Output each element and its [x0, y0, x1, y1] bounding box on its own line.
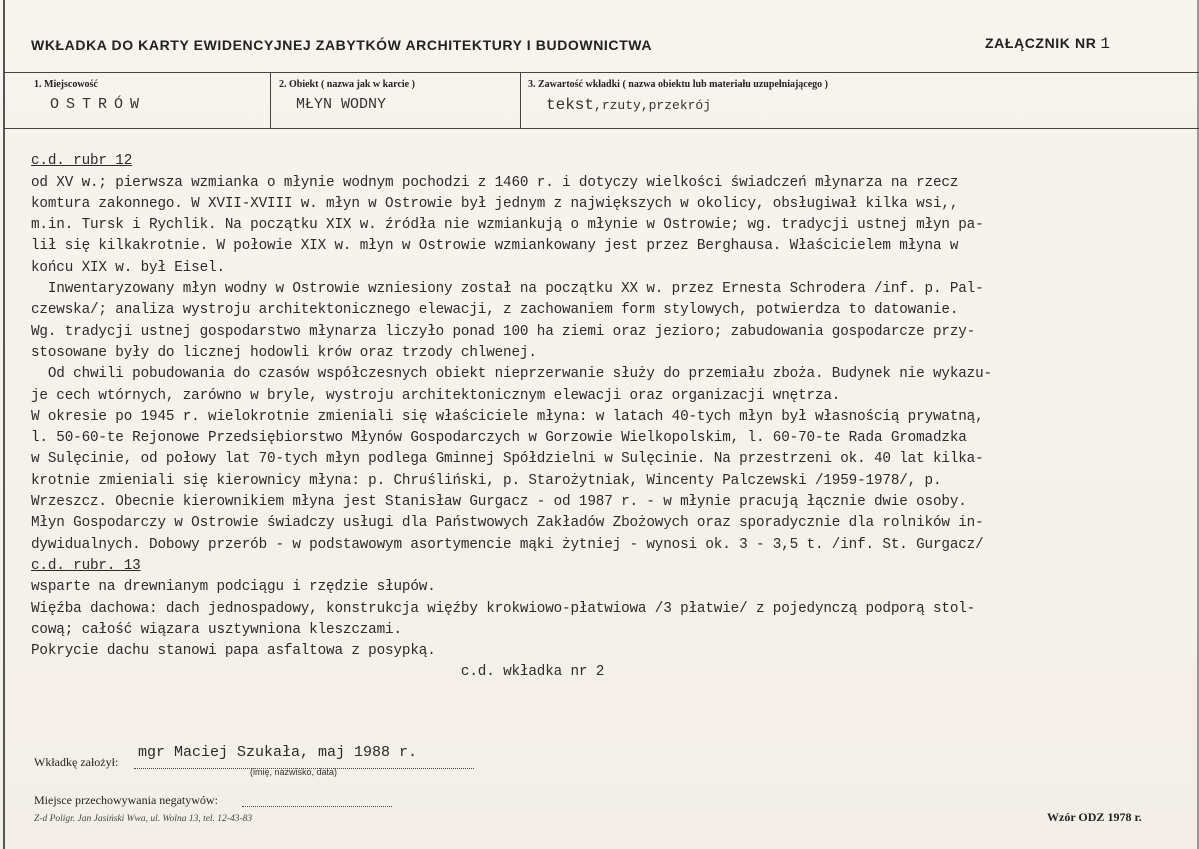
header-divider [4, 72, 1199, 73]
negatives-line [242, 806, 392, 807]
body-line: stosowane były do licznej hodowli krów oraz trzody chlwenej. [31, 344, 537, 361]
body-line: komtura zakonnego. W XVII-XVIII w. młyn w Ostrowie był jednym z największych w okolicy, obsługiwał kilka wsi,, [31, 195, 959, 212]
body-line: m.in. Tursk i Rychlik. Na początku XIX w. źródła nie wzmiankują o młynie w Ostrowie; wg. tradycji ustnej młyn pa- [31, 217, 984, 234]
attachment-value: 1 [1100, 35, 1111, 53]
place-label: 1. Miejscowość [34, 79, 98, 90]
content-value-extra: ,rzuty,przekrój [594, 98, 712, 113]
form-title: WKŁADKA DO KARTY EWIDENCYJNEJ ZABYTKÓW ARCHITEKTURY I BUDOWNICTWA [31, 37, 653, 53]
body-line: cową; całość wiązara usztywniona kleszczami. [31, 621, 402, 638]
author-label: Wkładkę założył: [34, 755, 119, 769]
object-label-hint: ( nazwa jak w karcie ) [320, 79, 415, 90]
field-separator-2 [520, 73, 521, 128]
printer-imprint: Z-d Polígr. Jan Jasiński Wwa, ul. Wolna 13, tel. 12-43-83 [34, 814, 253, 824]
fields-divider [4, 128, 1199, 129]
body-line: końcu XIX w. był Eisel. [31, 259, 225, 276]
content-value-main: tekst [546, 96, 595, 114]
content-label [528, 79, 828, 90]
author-value: mgr Maciej Szukała, maj 1988 r. [138, 744, 418, 761]
section-heading-12: c.d. rubr 12 [31, 153, 133, 170]
content-value [546, 96, 711, 114]
attachment-label: ZAŁĄCZNIK NR [985, 35, 1097, 51]
form-code: Wzór ODZ 1978 r. [1047, 810, 1142, 824]
body-line: Wrzeszcz. Obecnie kierownikiem młyna jest Stanisław Gurgacz - od 1987 r. - w młynie pracują łącznie dwie osoby. [31, 494, 967, 511]
section-heading-13: c.d. rubr. 13 [31, 557, 141, 574]
object-label [279, 79, 415, 90]
body-line: lił się kilkakrotnie. W połowie XIX w. młyn w Ostrowie wzmiankowany jest przez Berghausa. Właścicielem młyna w [31, 238, 959, 255]
attachment-number [985, 35, 1111, 53]
body-line: Młyn Gospodarczy w Ostrowie świadczy usługi dla Państwowych Zakładów Zbożowych oraz sporadycznie dla rolników in- [31, 515, 984, 532]
body-line: w Sulęcinie, od połowy lat 70-tych młyn podlega Gminnej Spółdzielni w Sulęcinie. Na przestrzeni ok. 40 lat kilka- [31, 451, 984, 468]
body-line: Więźba dachowa: dach jednospadowy, konstrukcja więźby krokwiowo-płatwiowa /3 płatwie/ z pojedynczą podporą stol- [31, 600, 976, 617]
body-line: wsparte na drewnianym podciągu i rzędzie słupów. [31, 579, 436, 596]
content-label-text: 3. Zawartość wkładki [528, 79, 620, 90]
body-line: Inwentaryzowany młyn wodny w Ostrowie wzniesiony został na początku XX w. przez Ernesta Schrodera /inf. p. Pal- [31, 281, 984, 298]
continuation-note: c.d. wkładka nr 2 [460, 664, 605, 681]
body-line: Pokrycie dachu stanowi papa asfaltowa z posypką. [31, 643, 436, 660]
body-line: od XV w.; pierwsza wzmianka o młynie wodnym pochodzi z 1460 r. i dotyczy wielkości świadczeń młynarza na rzecz [31, 174, 959, 191]
author-caption: (imię, nazwisko, data) [250, 767, 338, 777]
body-line: dywidualnych. Dobowy przerób - w podstawowym asortymencie mąki żytniej - wynosi ok. 3 - 3,5 t. /inf. St. Gurgacz/ [31, 536, 984, 553]
body-line: je cech wtórnych, zarówno w bryle, wystroju architektonicznym elewacji oraz organizacji wnętrza. [31, 387, 841, 404]
body-line: Od chwili pobudowania do czasów współczesnych obiekt nieprzerwanie służy do przemiału zboża. Budynek nie wykazu- [31, 366, 992, 383]
negatives-label: Miejsce przechowywania negatywów: [34, 793, 218, 807]
typed-body [31, 130, 1199, 684]
object-value: MŁYN WODNY [296, 96, 387, 113]
body-line: krotnie zmieniali się kierownicy młyna: p. Chruśliński, p. Starożytniak, Wincenty Palczewski /1959-1978/, p. [31, 472, 942, 489]
body-line: l. 50-60-te Rejonowe Przedsiębiorstwo Młynów Gospodarczych w Gorzowie Wielkopolskim, l. 60-70-te Rada Gromadzka [31, 430, 967, 447]
body-line: czewska/; analiza wystroju architektonicznego elewacji, z zachowaniem form stylowych, potwierdza to datowanie. [31, 302, 959, 319]
body-line: Wg. tradycji ustnej gospodarstwo młynarza liczyło ponad 100 ha ziemi oraz jezioro; zabudowania gospodarcze przy- [31, 323, 976, 340]
content-label-hint: ( nazwa obiektu lub materiału uzupełniającego ) [622, 79, 829, 90]
place-value: OSTRÓW [50, 96, 147, 113]
field-separator-1 [270, 73, 271, 128]
body-line: W okresie po 1945 r. wielokrotnie zmieniali się właściciele młyna: w latach 40-tych młyn był własnością prywatną, [31, 408, 984, 425]
object-label-text: 2. Obiekt [279, 79, 319, 90]
